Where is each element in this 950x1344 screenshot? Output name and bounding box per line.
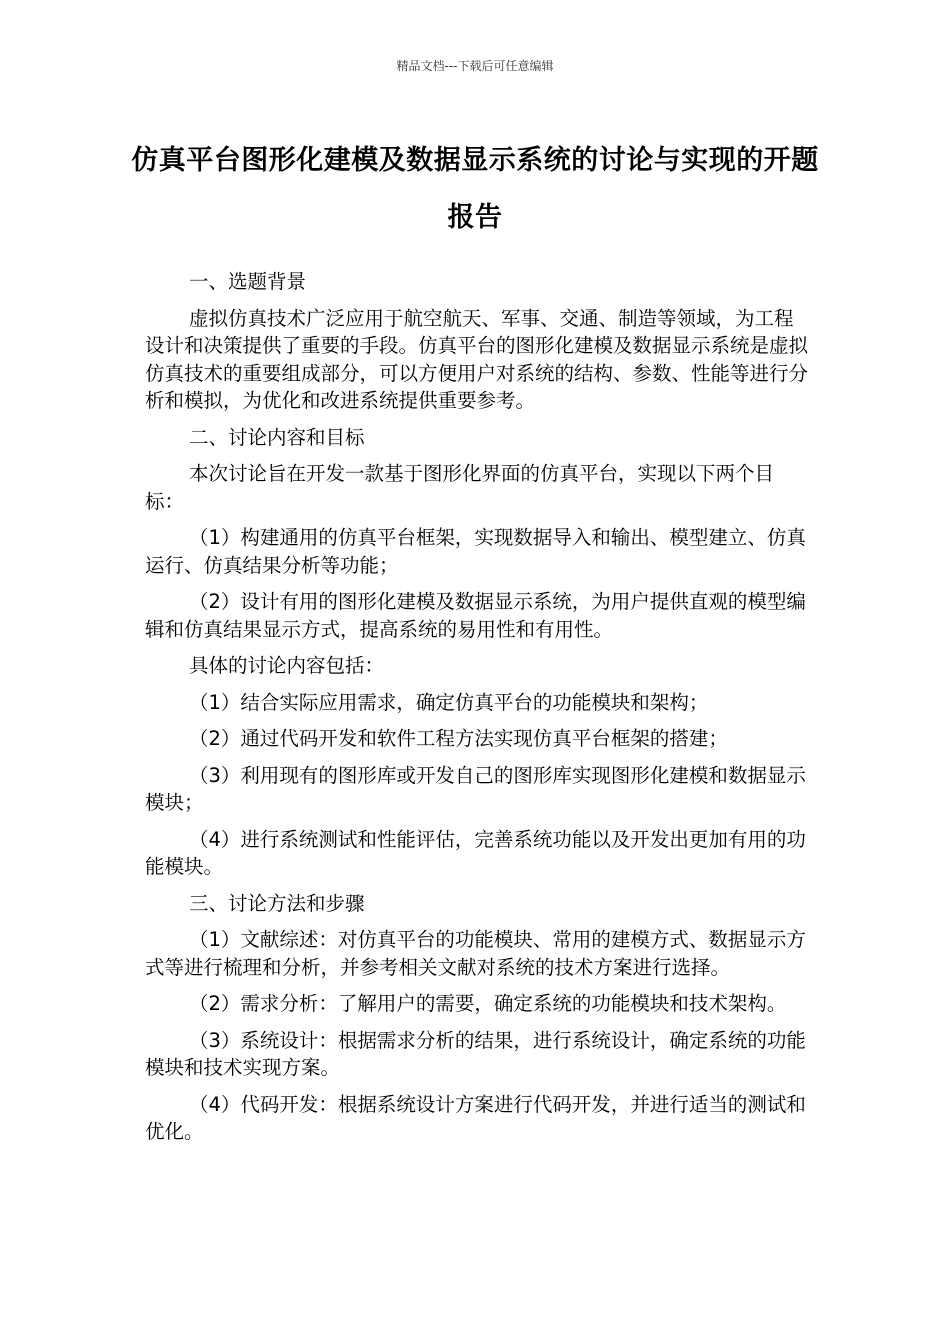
- list-item: （4）代码开发：根据系统设计方案进行代码开发，并进行适当的测试和优化。: [145, 1092, 806, 1143]
- list-item: （3）利用现有的图形库或开发自己的图形库实现图形化建模和数据显示模块；: [145, 763, 806, 814]
- list-item: （1）结合实际应用需求，确定仿真平台的功能模块和架构；: [189, 690, 709, 714]
- list-item: （3）系统设计：根据需求分析的结果，进行系统设计，确定系统的功能模块和技术实现方案。: [145, 1028, 806, 1079]
- page-header: 精品文档---下载后可任意编辑: [396, 59, 554, 73]
- section-heading: 二、讨论内容和目标: [189, 425, 365, 449]
- document-body: [145, 268, 810, 1155]
- list-item: （2）设计有用的图形化建模及数据显示系统，为用户提供直观的模型编辑和仿真结果显示方式，提高系统的易用性和有用性。: [145, 590, 806, 641]
- list-item: （2）通过代码开发和软件工程方法实现仿真平台框架的搭建；: [189, 727, 728, 750]
- paragraph: 本次讨论旨在开发一款基于图形化界面的仿真平台，实现以下两个目标：: [145, 462, 775, 513]
- document-title: 仿真平台图形化建模及数据显示系统的讨论与实现的开题报告: [131, 145, 819, 233]
- list-item: （1）文献综述：对仿真平台的功能模块、常用的建模方式、数据显示方式等进行梳理和分析，并参考相关文献对系统的技术方案进行选择。: [145, 928, 806, 979]
- list-item: （1）构建通用的仿真平台框架，实现数据导入和输出、模型建立、仿真运行、仿真结果分析等功能；: [145, 526, 806, 577]
- section-heading: 一、选题背景: [189, 270, 307, 293]
- section-heading: 三、讨论方法和步骤: [189, 891, 365, 915]
- list-item: （2）需求分析：了解用户的需要，确定系统的功能模块和技术架构。: [189, 992, 787, 1015]
- list-item: （4）进行系统测试和性能评估，完善系统功能以及开发出更加有用的功能模块。: [145, 827, 806, 878]
- paragraph: 具体的讨论内容包括：: [189, 654, 385, 677]
- paragraph: 虚拟仿真技术广泛应用于航空航天、军事、交通、制造等领域，为工程设计和决策提供了重要的手段。仿真平台的图形化建模及数据显示系统是虚拟仿真技术的重要组成部分，可以方便用户对系统的结构、参数、性能等进行分析和模拟，为优化和改进系统提供重要参考。: [145, 306, 809, 412]
